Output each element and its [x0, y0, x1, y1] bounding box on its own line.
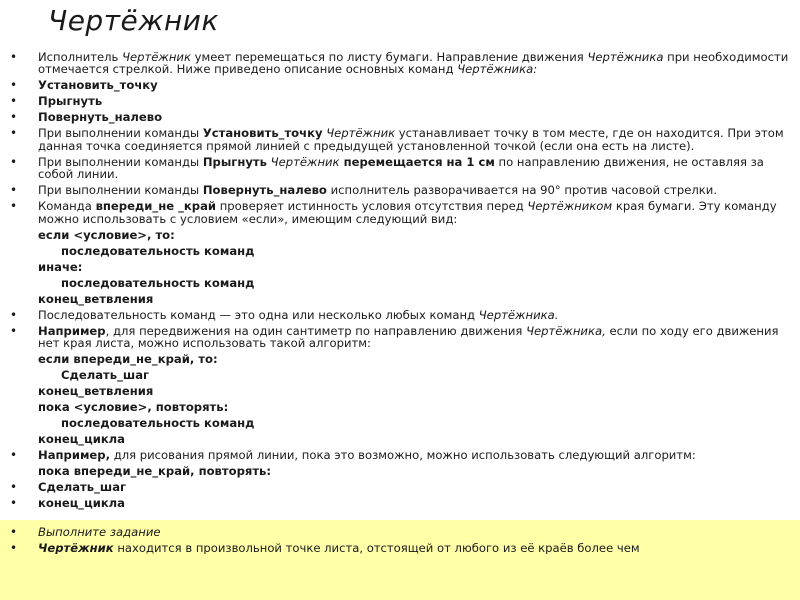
text-segment: для рисования прямой линии, пока это возможно, можно использовать следующий алгоритм:: [110, 448, 696, 463]
text-segment: При выполнении команды: [38, 183, 203, 198]
text-segment: края бумаги. Эту команду можно использовать с условием «если», имеющим следующий вид:: [38, 199, 777, 226]
code-line: [0, 245, 800, 257]
code-line: [0, 465, 800, 477]
text-segment: Прыгнуть: [202, 154, 267, 169]
text-segment: если по ходу его движения нет края листа, можно использовать такой алгоритм:: [38, 323, 779, 351]
text-segment: Чертёжник: [270, 154, 340, 169]
text-segment: Команда: [38, 199, 96, 214]
bullet-item: [0, 111, 800, 123]
bullet-item: [0, 95, 800, 107]
code-line: [0, 369, 800, 381]
text-segment: Например,: [38, 448, 111, 463]
bullet-item: [0, 200, 800, 225]
text-segment: иначе:: [38, 259, 83, 274]
text-segment: впереди_не _край: [95, 199, 217, 214]
text-segment: исполнитель разворачивается на 90° против часовой стрелки.: [326, 183, 718, 198]
text-segment: последовательность команд: [61, 243, 255, 258]
code-line: [0, 261, 800, 273]
code-line: [0, 293, 800, 305]
text-segment: Чертёжника,: [526, 323, 606, 338]
text-segment: Установить_точку: [38, 78, 158, 93]
text-segment: Повернуть_налево: [38, 110, 163, 125]
slide-title: Чертёжник: [48, 4, 219, 37]
text-segment: пока впереди_не_край, повторять:: [38, 464, 272, 479]
text-segment: Чертёжника: [587, 50, 664, 64]
bullet-item: [0, 449, 800, 461]
bullet-item: [0, 309, 800, 321]
text-segment: Последовательность команд — это одна или несколько любых команд: [38, 307, 479, 322]
bullet-item: [0, 325, 800, 350]
text-segment: Повернуть_налево: [202, 183, 327, 198]
text-segment: по направлению движения, не оставляя за собой линии.: [38, 154, 764, 182]
text-segment: Прыгнуть: [38, 94, 103, 109]
text-segment: Например: [38, 323, 106, 338]
text-segment: При выполнении команды: [38, 154, 203, 169]
text-segment: проверяет истинность условия отсутствия перед: [216, 199, 528, 214]
code-line: [0, 229, 800, 241]
text-segment: пока <условие>, повторять:: [38, 400, 229, 415]
text-segment: находится в произвольной точке листа, отстоящей от любого из её краёв более чем: [113, 542, 640, 555]
code-line: [0, 277, 800, 289]
bullet-item: [0, 79, 800, 91]
bullet-item: [0, 542, 800, 554]
text-segment: последовательность команд: [61, 416, 255, 431]
text-segment: Сделать_шаг: [61, 368, 150, 383]
slide-content: [0, 51, 800, 558]
text-segment: при необходимости отмечается стрелкой. Ниже приведено описание основных команд: [38, 50, 789, 77]
text-segment: , для передвижения на один сантиметр по направлению движения: [105, 323, 527, 338]
text-segment: конец_цикла: [38, 432, 125, 447]
text-segment: Выполните задание: [38, 525, 161, 540]
bullet-item: [0, 184, 800, 196]
text-segment: перемещается на 1 см: [339, 154, 495, 169]
text-segment: Чертёжник: [122, 50, 191, 64]
bullet-item: [0, 156, 800, 181]
text-segment: Сделать_шаг: [38, 480, 127, 495]
code-line: [0, 417, 800, 429]
bullet-item: [0, 497, 800, 509]
code-line: [0, 401, 800, 413]
text-segment: конец_ветвления: [38, 384, 154, 399]
text-segment: устанавливает точку в том месте, где он находится. При этом данная точка соединяется прямой линией с предыдущей установленной точкой (если она есть на листе).: [38, 126, 784, 153]
bullet-item: [0, 51, 800, 76]
text-segment: если впереди_не_край, то:: [38, 352, 218, 367]
text-segment: если <условие>, то:: [38, 227, 175, 242]
code-line: [0, 353, 800, 365]
text-segment: Исполнитель: [38, 50, 123, 64]
bullet-item: [0, 127, 800, 152]
bullet-item: [0, 481, 800, 493]
text-segment: При выполнении команды: [38, 126, 203, 141]
text-segment: Чертёжник: [326, 126, 396, 141]
text-segment: конец_цикла: [38, 496, 125, 511]
text-segment: последовательность команд: [61, 275, 255, 290]
text-segment: Чертёжник: [38, 542, 114, 555]
code-line: [0, 433, 800, 445]
text-segment: Чертёжником: [527, 199, 613, 214]
text-segment: Установить_точку: [202, 126, 323, 141]
text-segment: умеет перемещаться по листу бумаги. Направление движения: [190, 50, 588, 64]
text-segment: Чертёжника:: [457, 62, 538, 77]
code-line: [0, 385, 800, 397]
text-segment: конец_ветвления: [38, 291, 154, 306]
text-segment: Чертёжника.: [478, 307, 559, 322]
bullet-item: [0, 526, 800, 538]
